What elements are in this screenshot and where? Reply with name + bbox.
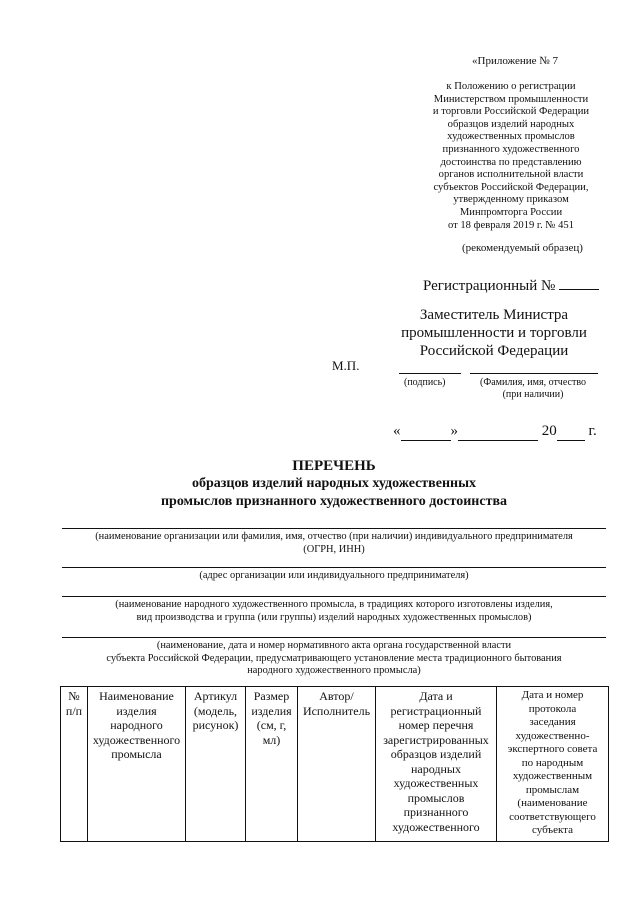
document-subtitle-line: образцов изделий народных художественных <box>191 476 477 491</box>
approver-line: Заместитель Министра <box>419 307 569 323</box>
stamp-place: М.П. <box>332 358 360 373</box>
column-header-author: Автор/ Исполнитель <box>298 687 376 842</box>
column-header-protocol: Дата и номер протокола заседания художественно- экспертного совета по народным художественным промыслам (наименование соответствующего субъекта <box>497 687 609 842</box>
field-caption-line: (наименование организации или фамилия, имя, отчество (при наличии) индивидуального предпринимателя <box>95 531 573 542</box>
name-caption-line: (при наличии) <box>502 389 564 400</box>
appendix-line: и торговли Российской Федерации <box>432 106 590 118</box>
column-header-item-name: Наименование изделия народного художественного промысла <box>88 687 186 842</box>
date-line <box>393 423 597 441</box>
approver-line: Российской Федерации <box>419 343 569 359</box>
appendix-line: от 18 февраля 2019 г. № 451 <box>447 219 575 231</box>
registration-label: Регистрационный № <box>423 278 556 294</box>
column-header-article: Артикул (модель, рисунок) <box>186 687 246 842</box>
signature-caption: (подпись) <box>404 377 446 388</box>
field-caption-address <box>62 570 606 583</box>
appendix-line: Минпромторга России <box>459 206 563 218</box>
column-header-size: Размер изделия (см, г, мл) <box>246 687 298 842</box>
appendix-line: органов исполнительной власти <box>438 169 584 181</box>
field-line-craft <box>62 596 606 597</box>
appendix-line: к Положению о регистрации <box>446 81 576 92</box>
year-suffix: г. <box>588 423 597 439</box>
name-line <box>470 373 598 374</box>
field-caption-line: (наименование, дата и номер нормативного акта органа государственной власти <box>156 640 512 651</box>
field-caption-line: (ОГРН, ИНН) <box>303 543 365 555</box>
field-caption-line: народного художественного промысла) <box>247 665 421 676</box>
sample-note: (рекомендуемый образец) <box>462 242 583 254</box>
month-blank <box>458 423 538 441</box>
field-line-normative-act <box>62 637 606 638</box>
date-open-quote: « <box>393 423 401 439</box>
date-close-quote: » <box>450 423 458 439</box>
field-caption-line: субъекта Российской Федерации, предусматривающего установление места традиционного бытования <box>106 652 562 664</box>
appendix-text <box>420 81 602 232</box>
column-header-registration: Дата и регистрационный номер перечня зарегистрированных образцов изделий народных художественных промыслов признанного художественного <box>376 687 497 842</box>
field-caption-line: (наименование народного художественного промысла, в традициях которого изготовлены изделия, <box>115 599 553 610</box>
appendix-line: субъектов Российской Федерации, <box>433 181 589 193</box>
field-caption-line: вид производства и группа (или группы) изделий народных художественных промыслов) <box>136 611 532 623</box>
appendix-line: признанного художественного <box>442 143 580 155</box>
column-header-number: № п/п <box>61 687 88 842</box>
field-line-address <box>62 567 606 568</box>
registration-blank <box>559 277 599 290</box>
day-blank <box>401 423 451 441</box>
appendix-line: утвержденному приказом <box>453 194 569 206</box>
name-caption <box>471 377 595 401</box>
document-subtitle-line: промыслов признанного художественного достоинства <box>160 494 508 509</box>
appendix-line: Министерством промышленности <box>433 93 589 105</box>
year-prefix: 20 <box>541 423 557 439</box>
approver-line: промышленности и торговли <box>401 325 587 341</box>
approver-block <box>384 306 604 360</box>
signature-line <box>399 373 461 374</box>
registration-number <box>423 277 599 295</box>
samples-table <box>60 686 609 842</box>
table-header-row <box>61 687 609 842</box>
field-caption-craft <box>62 599 606 624</box>
appendix-heading: «Приложение № 7 <box>472 55 559 67</box>
field-line-organization <box>62 528 606 529</box>
appendix-line: художественных промыслов <box>447 131 575 143</box>
year-blank <box>557 423 585 441</box>
field-caption-normative-act <box>62 640 606 678</box>
field-caption-line: (адрес организации или индивидуального предпринимателя) <box>199 570 469 581</box>
field-caption-organization <box>62 531 606 556</box>
appendix-line: образцов изделий народных <box>447 118 575 130</box>
appendix-line: достоинства по представлению <box>440 156 582 168</box>
document-title: ПЕРЕЧЕНЬ <box>292 458 376 474</box>
name-caption-line: (Фамилия, имя, отчество <box>480 377 586 388</box>
